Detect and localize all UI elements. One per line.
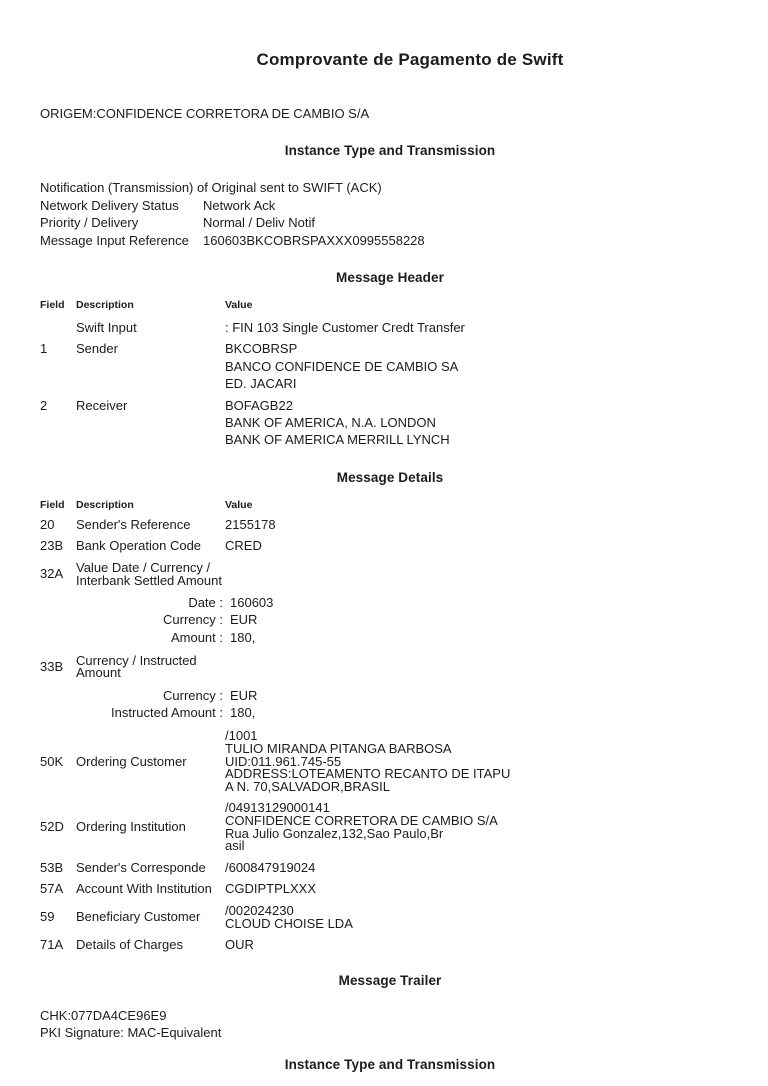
subrow-label: Date : xyxy=(188,595,223,611)
field-cell: 53B xyxy=(40,859,64,875)
instance-transmission-rows xyxy=(40,197,728,250)
value-line: CONFIDENCE CORRETORA DE CAMBIO S/A xyxy=(225,812,498,828)
subrow-label: Amount : xyxy=(170,629,223,645)
value-line: /1001 xyxy=(225,728,258,744)
description-cell xyxy=(76,540,225,553)
description-line: Bank Operation Code xyxy=(76,538,202,554)
table-row-main xyxy=(40,397,728,449)
info-row xyxy=(40,214,728,232)
table-row-main xyxy=(40,340,728,392)
value-line: BANK OF AMERICA MERRILL LYNCH xyxy=(225,432,450,448)
table-row xyxy=(40,397,728,449)
value-line: CGDIPTPLXXX xyxy=(225,881,317,897)
description-line: Swift Input xyxy=(76,320,137,335)
description-cell xyxy=(76,562,225,587)
description-cell xyxy=(76,516,225,532)
value-cell xyxy=(225,902,728,931)
table-row-main xyxy=(40,939,728,952)
message-header-table xyxy=(40,319,728,449)
description-cell xyxy=(76,753,225,769)
trailer-line-pki: PKI Signature: MAC-Equivalent xyxy=(40,1025,222,1041)
value-cell xyxy=(225,802,728,852)
description-line: Interbank Settled Amount xyxy=(76,572,222,588)
value-line: /002024230 xyxy=(225,902,294,918)
subrow-value: 160603 xyxy=(230,595,274,611)
value-cell xyxy=(225,859,728,875)
info-row xyxy=(40,232,728,250)
value-line: BKCOBRSP xyxy=(225,341,298,357)
description-line: Details of Charges xyxy=(76,937,183,953)
field-cell: 2 xyxy=(40,397,48,413)
value-line: asil xyxy=(225,838,245,854)
subrows xyxy=(40,594,728,646)
description-cell xyxy=(76,911,225,924)
description-cell xyxy=(76,340,225,357)
info-row xyxy=(40,197,728,215)
table-row xyxy=(40,540,728,553)
table-row xyxy=(40,859,728,875)
field-cell: 57A xyxy=(40,881,64,897)
value-cell xyxy=(225,939,728,952)
field-cell: 59 xyxy=(40,909,55,925)
column-value-label: Value xyxy=(225,498,253,511)
value-line: /600847919024 xyxy=(225,859,316,875)
value-cell xyxy=(225,516,728,532)
value-cell xyxy=(225,319,728,336)
field-cell: 32A xyxy=(40,566,64,582)
subrow-label: Currency : xyxy=(163,612,223,628)
description-line: Sender xyxy=(76,341,118,357)
subrow-value: EUR xyxy=(230,612,258,628)
description-line: Amount xyxy=(76,665,121,681)
description-cell xyxy=(76,939,225,952)
field-cell: 23B xyxy=(40,538,64,554)
value-line: ADDRESS:LOTEAMENTO RECANTO DE ITAPU xyxy=(225,766,511,782)
message-trailer-block xyxy=(40,1007,728,1042)
table-row xyxy=(40,516,728,532)
table-row xyxy=(40,883,728,896)
message-details-column-headers xyxy=(40,499,728,512)
transmission-notice: Notification (Transmission) of Original sent to SWIFT (ACK) xyxy=(40,180,382,195)
trailer-line-chk: CHK:077DA4CE96E9 xyxy=(40,1007,167,1023)
column-field-label: Field xyxy=(40,299,65,311)
table-row xyxy=(40,902,728,931)
column-description-label: Description xyxy=(76,299,134,311)
value-line: OUR xyxy=(225,937,254,953)
info-row-value: Normal / Deliv Notif xyxy=(203,215,315,230)
value-line: ED. JACARI xyxy=(225,376,297,392)
section-heading-message-header: Message Header xyxy=(336,270,444,285)
field-cell: 71A xyxy=(40,937,64,953)
subrow xyxy=(40,687,728,704)
value-cell xyxy=(225,730,728,793)
table-row-main xyxy=(40,652,728,681)
subrow xyxy=(40,629,728,646)
value-line: BANK OF AMERICA, N.A. LONDON xyxy=(225,415,436,431)
table-row xyxy=(40,562,728,646)
message-details-table xyxy=(40,516,728,953)
description-line: Beneficiary Customer xyxy=(76,909,201,925)
field-cell: 52D xyxy=(40,819,64,835)
value-line: TULIO MIRANDA PITANGA BARBOSA xyxy=(225,741,452,757)
table-row-main xyxy=(40,516,728,532)
table-row xyxy=(40,939,728,952)
info-row-value: 160603BKCOBRSPAXXX0995558228 xyxy=(203,232,425,248)
table-row-main xyxy=(40,902,728,931)
info-row-label: Network Delivery Status xyxy=(40,197,179,213)
table-row xyxy=(40,802,728,852)
field-cell: 20 xyxy=(40,516,55,532)
section-heading-message-details: Message Details xyxy=(336,469,444,485)
info-row-value: Network Ack xyxy=(203,197,276,213)
description-cell xyxy=(76,883,225,896)
table-row xyxy=(40,730,728,793)
description-line: Sender's Reference xyxy=(76,516,191,532)
table-row xyxy=(40,652,728,722)
field-cell: 33B xyxy=(40,659,64,675)
description-cell xyxy=(76,397,225,414)
subrow xyxy=(40,704,728,721)
subrow xyxy=(40,611,728,628)
description-cell xyxy=(76,652,225,681)
info-row-label: Priority / Delivery xyxy=(40,215,139,230)
value-line: Rua Julio Gonzalez,132,Sao Paulo,Br xyxy=(225,825,444,841)
description-line: Receiver xyxy=(76,397,128,413)
subrow-value: 180, xyxy=(230,629,256,645)
description-cell xyxy=(76,319,225,336)
value-line: BANCO CONFIDENCE DE CAMBIO SA xyxy=(225,358,459,374)
subrows xyxy=(40,687,728,721)
origin-line: ORIGEM:CONFIDENCE CORRETORA DE CAMBIO S/A xyxy=(40,106,370,121)
value-cell xyxy=(225,340,728,392)
description-cell xyxy=(76,821,225,834)
description-line: Currency / Instructed xyxy=(76,652,197,668)
description-line: Account With Institution xyxy=(76,881,212,897)
subrow-label: Instructed Amount : xyxy=(110,705,223,721)
column-value-label: Value xyxy=(225,299,253,311)
field-cell: 1 xyxy=(40,341,48,357)
subrow-value: EUR xyxy=(230,688,258,704)
value-line: A N. 70,SALVADOR,BRASIL xyxy=(225,778,390,794)
description-line: Sender's Corresponde xyxy=(76,859,206,875)
table-row-main xyxy=(40,883,728,896)
description-line: Ordering Customer xyxy=(76,753,187,769)
value-line: UID:011.961.745-55 xyxy=(225,753,342,769)
value-cell xyxy=(225,540,728,553)
table-row xyxy=(40,340,728,392)
section-heading-instance-transmission: Instance Type and Transmission xyxy=(284,143,496,158)
table-row-main xyxy=(40,319,728,336)
field-cell: 50K xyxy=(40,753,64,769)
table-row-main xyxy=(40,540,728,553)
description-line: Value Date / Currency / xyxy=(76,560,211,576)
value-cell xyxy=(225,883,728,896)
value-line: /04913129000141 xyxy=(225,800,330,816)
table-row-main xyxy=(40,859,728,875)
column-description-label: Description xyxy=(76,498,134,511)
info-row-label: Message Input Reference xyxy=(40,232,189,248)
section-heading-message-trailer: Message Trailer xyxy=(338,972,442,988)
page-title: Comprovante de Pagamento de Swift xyxy=(256,50,564,69)
subrow-value: 180, xyxy=(230,705,256,721)
value-line: CLOUD CHOISE LDA xyxy=(225,915,353,931)
table-row-main xyxy=(40,802,728,852)
table-row-main xyxy=(40,562,728,587)
message-header-column-headers xyxy=(40,299,728,312)
footer-section-heading: Instance Type and Transmission xyxy=(284,1056,496,1072)
value-line: BOFAGB22 xyxy=(225,397,293,413)
value-line: CRED xyxy=(225,538,262,554)
description-line: Ordering Institution xyxy=(76,819,186,835)
value-line: 2155178 xyxy=(225,516,276,532)
value-cell xyxy=(225,397,728,449)
table-row-main xyxy=(40,730,728,793)
table-row xyxy=(40,319,728,336)
subrow xyxy=(40,594,728,611)
column-field-label: Field xyxy=(40,498,65,511)
subrow-label: Currency : xyxy=(163,688,223,704)
description-cell xyxy=(76,859,225,875)
value-line: : FIN 103 Single Customer Credt Transfer xyxy=(225,320,465,335)
